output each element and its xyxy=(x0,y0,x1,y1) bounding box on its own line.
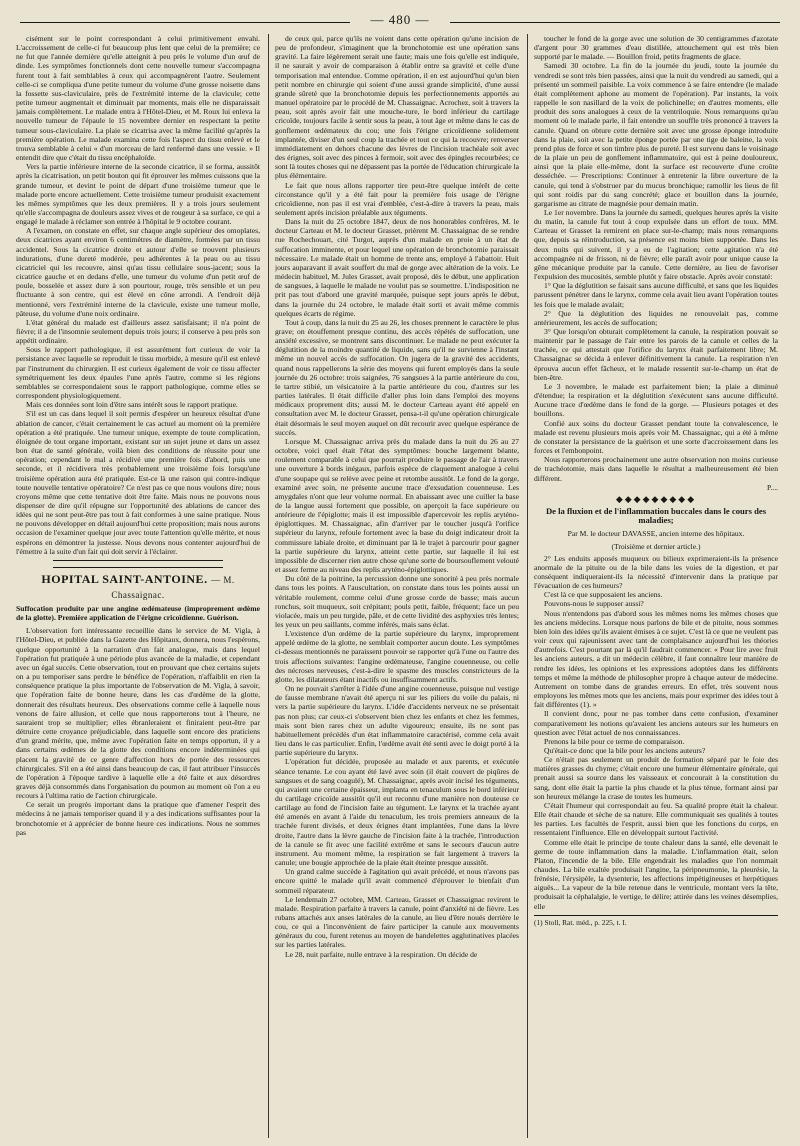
column-2-text xyxy=(275,34,519,959)
article-title: De la fluxion et de l'inflammation buccales dans le cours des maladies; xyxy=(545,505,767,526)
paragraph: L'existence d'un œdème de la partie supérieure du larynx, improprement appelé œdème de la glotte, ne semblait comporter aucun doute. Les symptômes ci-dessus mentionnés ne paraissent pouvoir se rapporter qu'à l'une ou l'autre des trois affections suivantes: l'angine œdémateuse, l'angine couenneuse, ou celle des nécroses nerveuses, c'est-à-dire le spasme des muscles constricteurs de la glotte, les dilatateurs étant inactifs ou insuffisamment actifs. xyxy=(275,629,519,684)
section-title-text: HOPITAL SAINT-ANTOINE. xyxy=(41,571,208,586)
page-header xyxy=(20,12,780,32)
column-3-text-2 xyxy=(534,554,778,911)
article-part: (Troisième et dernier article.) xyxy=(611,541,701,551)
header-rule-right xyxy=(450,22,780,23)
paragraph: L'opération fut décidée, proposée au malade et aux parents, et exécutée séance tenante. Le cou ayant été lavé avec soin (il était couvert de piqûres de sangsues et de sang coagulé), M. Chassaignac, après avoir incisé les téguments, qui avaient une certaine épaisseur, implanta en tenaculum sous le bord inférieur du cartilage cricoïde aussitôt qu'il eut reconnu d'une manière non douteuse ce cartilage au fond de l'incision faite au tégument. Le larynx et la trachée ayant été amenés en avant à l'aide du tenaculum, les trois premiers anneaux de la trachée furent divisés, et deux érignes étant implantées, l'une dans la lèvre droite, l'autre dans la lèvre gauche de l'incision faite à la trachée, l'introduction de la canule se fit avec une facilité extrême et sans le secours d'aucun autre instrument. Au moment même, la respiration se fait largement à travers la canule; une bougie approchée de la plaie était éteinte presque aussitôt. xyxy=(275,757,519,868)
paragraph: Mais ces données sont loin d'être sans intérêt sous le rapport pratique. xyxy=(26,400,238,410)
paragraph: Nous n'entendons pas d'abord sous les mêmes noms les mêmes choses que les anciens médecins. Lorsque nous parlons de bile et de pituite, nous sommes bien loin des idées qu'ils avaient émises à ce sujet. C'est là ce que ne veulent pas voir ceux qui rajeunissent avec tant de complaisance aujourd'hui les théories d'autrefois. C'est pourtant par là qu'il faudrait commencer. « Pour lire avec fruit les anciens auteurs, a dit un médecin célèbre, il faut connaître leur manière de rendre les idées, les opinions et les expressions adoptées dans les différents temps et même la méthode de philosopher propre à chaque auteur de médecine. Autrement on tombe dans de grandes erreurs. En effet, très souvent nous employons les mêmes mots que les anciens, mais pour exprimer des idées tout à fait différentes (1). » xyxy=(534,608,778,710)
column-1 xyxy=(16,34,260,1138)
paragraph: S'il est un cas dans lequel il soit permis d'espérer un heureux résultat d'une ablation de cancer, c'était certainement le cas actuel au moment où la première opération a été pratiquée. Une tumeur unique, exempte de toute complication, éloignée de tout organe important, existant sur un sujet jeune et dans un assez bon état de santé générale, voilà bien des conditions de réussite pour une opération; cependant le mal a récidivé une première fois d'abord, puis une seconde, et il récidivera très probablement une troisième fois lorsqu'une troisième opération aura été pratiquée. Est-ce là une raison qui contre-indique toute nouvelle tentative opératoire? Ce n'est pas ce que nous voulons dire; nous croyons même que cette tentative doit être faite. Mais nous ne pouvons nous dispenser de dire qu'il répugne sur l'opportunité des ablations de cancer des idées qui ne sont peut-être pas tout à fait conformes à une saine pratique. Nous ne pouvons développer en détail aujourd'hui cette proposition; mais nous aurons occasion de l'examiner quelque jour avec toute l'attention qu'elle mérite, et nous espérons en démontrer la justesse. Nous devons nous contenter aujourd'hui de l'émettre à la suite d'un fait qui doit servir à l'éclairer. xyxy=(16,409,260,556)
section-ornament: ◆◆◆◆◆◆◆◆◆ xyxy=(615,493,697,504)
paragraph: Qu'était-ce donc que la bile pour les anciens auteurs? xyxy=(544,745,706,755)
signature: P.... xyxy=(767,482,778,492)
paragraph: Sous le rapport pathologique, il est assurément fort curieux de voir la persistance avec laquelle se reproduit le tissu morbide, à mesure qu'il est enlevé par l'instrument du chirurgien. Il est curieux également de voir ce tissu affecter symétriquement les deux épaules l'une après l'autre, comme si les régions semblables se correspondaient sous le rapport pathologique, comme elles se correspondent physiologiquement. xyxy=(16,345,260,401)
paragraph: On ne pouvait s'arrêter à l'idée d'une angine couenneuse, puisque nul vestige de fausse membrane n'avait été aperçu ni sur les piliers du voile du palais, ni vers la partie supérieure du larynx. L'idée d'accidents nerveux ne se présentait pas non plus; car ceux-ci s'observent bien chez les enfants et chez les femmes, mais sont bien rares chez un adulte vigoureux; ensuite, ils ne sont pas habituellement précédés d'un état inflammatoire caractérisé, comme cela avait lieu dans le cas particulier. Enfin, l'œdème avait été senti avec le doigt porté à la partie supérieure du larynx. xyxy=(275,684,519,758)
paragraph: Dans la nuit du 25 octobre 1847, deux de nos honorables confrères, M. le docteur Carteau et M. le docteur Grasset, prièrent M. Chassaignac de se rendre rue Rochechouart, cité Turgot, auprès d'un malade en proie à un état de suffocation imminente, et pour lequel une opération de bronchotomie paraissait nécessaire. Le malade était un homme de trente ans, employé à l'abattoir. Huit jours auparavant il avait souffert du mal de gorge avec altération de la voix. Le médecin habituel, M. Jules Grasset, avait proposé, dès le début, une application de sangsues, à laquelle le malade ne voulut pas se soumettre. L'indisposition ne prit pas tout d'abord une gravité marquée, puisque sept jours après le début, dans la journée du 24 octobre, le malade était sorti et avait même commis quelques écarts de régime. xyxy=(275,217,519,318)
column-divider xyxy=(268,34,269,1138)
paragraph: L'état général du malade est d'ailleurs assez satisfaisant; il n'a point de fièvre; il a de l'insomnie seulement depuis trois jours; il conserve à peu près son appétit ordinaire. xyxy=(16,317,260,346)
paragraph: toucher le fond de la gorge avec une solution de 30 centigrammes d'azotate d'argent pour 30 grammes d'eau distillée, attouchement qui est très bien supporté par le malade. — Bouillon froid, petits fragments de glace. xyxy=(534,34,778,62)
section-title xyxy=(16,572,260,602)
paragraph: Prenons la bile pour ce terme de comparaison. xyxy=(544,736,685,746)
column-1-text xyxy=(16,34,260,556)
column-divider xyxy=(527,34,528,1138)
paragraph: Ce n'était pas seulement un produit de formation séparé par le foie des matières grasses du chyme; c'était encore une humeur élémentaire générale, qui prenait aussi sa source dans les vaisseaux et concourait à la constitution du sang, dont elle était la partie la plus chaude et la plus ténue, formant ainsi par son heureux mélange la crase de toutes les humeurs. xyxy=(534,755,778,801)
header-rule-left xyxy=(20,22,350,23)
paragraph: Du côté de la poitrine, la percussion donne une sonorité à peu près normale dans tous les points. A l'auscultation, on constate dans tous les points aussi un véritable roulement, comme celui d'une grosse corde de basse; mais aucun ronchus, soit muqueux, soit crépitant; pouls petit, faible, fréquent; face un peu violacée, mais un peu turgide, pâle, et de cette lividité des asphyxies très lentes; les yeux un peu saillants, comme inférés, mais sans éclat. xyxy=(275,574,519,629)
paragraph: Nous rapporterons prochainement une autre observation non moins curieuse de trachéotomie, mais dans laquelle le résultat a malheureusement été bien différent. xyxy=(534,455,778,483)
column-3-text xyxy=(534,34,778,483)
paragraph: Le fait que nous allons rapporter tire peut-être quelque intérêt de cette circonstance qu'il y a été fait pour la première fois usage de l'érigne cricoïdienne, non pas il est vrai d'emblée, c'est-à-dire à travers la peau, mais seulement après incision préalable aux téguments. xyxy=(275,180,519,217)
paragraph: Vers la partie inférieure interne de la seconde cicatrice, il se forma, aussitôt après la cicatrisation, un petit bouton qui fit éprouver les mêmes cuissons que la grande tumeur, et devint le point de départ d'une troisième tumeur que le malade porte encore actuellement. Cette troisième tumeur produisit exactement les mêmes symptômes que les deux premières. Il y a trois jours seulement qu'elle s'accompagna de douleurs assez vives et de rougeur à sa surface, ce qui a engagé le malade à réclamer son entrée à l'hôpital le 9 octobre courant. xyxy=(16,162,260,227)
page-number: — 480 — xyxy=(370,12,430,27)
paragraph: de ceux qui, parce qu'ils ne voient dans cette opération qu'une incision de peu de profondeur, s'imaginent que la bronchotomie est une opération sans gravité. La faire légèrement serait une faute; mais une fois qu'elle est indiquée, il ne saurait y avoir de comparaison à établir entre sa gravité et celle d'une temporisation mal entendue. Comme opération, il en est aujourd'hui qu'un bien petit nombre en chirurgie qui soient d'une aussi grande simplicité, d'une aussi grande sûreté que la bronchotomie depuis les perfectionnements apportés au manuel opératoire par le procédé de M. Chassaignac. Acrochez, soit à travers la peau, soit après avoir fait une mouche-ture, le bord inférieur du cartilage cricoïde, toujours facile à sentir sous la peau, à tout âge et même dans le cas de gonflement œdémateux du cou; une fois l'érigne cricoïdienne solidement implantée, diviser d'un seul coup la trachée et tout ce qui la recouvre; renverser immédiatement en dehors chacune des lèvres de l'incision trachéale soit avec des érignes, soit avec des pinces à fermoir, soit avec des épingles recourbées; ce sont là toutes choses qui ne dépassent pas la portée de l'éducation chirurgicale la plus élémentaire. xyxy=(275,34,519,181)
paragraph: Ce serait un progrès important dans la pratique que d'amener l'esprit des médecins à ne jamais temporiser quand il y a des indications suffisantes pour la bronchotomie et à apprécier de bonne heure ces indications. Nous ne sommes pas xyxy=(16,800,260,837)
paragraph: 1° Que la déglutition se faisait sans aucune difficulté, et sans que les liquides parussent pénétrer dans le larynx, comme cela avait lieu avant l'opération toutes les fois que le malade avalait; xyxy=(534,281,778,309)
paragraph: 2° Les enduits apposés muqueux ou bilieux exprimeraient-ils la présence anormale de la pituite ou de la bile dans les voies de la digestion, et par conséquent indiqueraient-ils la nécessité d'intervenir dans la pratique par l'évacuation de ces humeurs? xyxy=(534,553,778,591)
footnote: (1) Stoll, Rat. méd., p. 225, t. I. xyxy=(534,915,778,927)
paragraph: Lorsque M. Chassaignac arriva près du malade dans la nuit du 26 au 27 octobre, voici quel était l'état des symptômes: bouche largement béante, roulement comparable à celui que pourrait produire le passage de l'air à travers une ouverture à bords inégaux, parfois espèce de claquement analogue à celui d'une soupape qui se relève avec peine et retombe aussitôt. Le fond de la gorge, examiné avec soin, ne présente aucune trace d'exsudation couenneuse. Les amygdales n'ont que leur volume normal. En abaissant avec une cuiller la base de la langue aussi fortement que possible, on aperçoit la face supérieure ou antérieure de l'épiglotte; mais il est impossible d'apercevoir les replis aryténo-épiglottiques. M. Chassaignac, afin d'arriver par le toucher jusqu'à l'orifice supérieur du larynx, refoule fortement avec la base du doigt indicateur droit la commissure labiale droite, et diminuant par là le trajet à parcourir pour gagner la partie supérieure du larynx, atteint cette partie, sur laquelle il lui est impossible de discerner rien autre chose qu'une sorte de boursouflement velouté et assez ferme au niveau des replis aryténo-épiglottiques. xyxy=(275,436,519,575)
paragraph: C'était l'humeur qui correspondait au feu. Sa qualité propre était la chaleur. Elle était chaude et sèche de sa nature. Elle communiquait ses qualités à toutes les parties. Les facultés de l'esprit, aussi bien que les fonctions du corps, en ressentaient l'influence. Elle en développait surtout l'activité. xyxy=(534,800,778,838)
columns xyxy=(16,34,786,1138)
paragraph: Samedi 30 octobre. La fin de la journée du jeudi, toute la journée du vendredi se sont très bien passées, ainsi que la nuit du vendredi au samedi, qui a présenté un sommeil paisible. La voix commence à se faire entendre (le malade était complètement aphone au moment de l'opération). Par instants, la voix rappelle le son nasillard de la voix de polichinelle; en d'autres moments, elle produit des sons analogues à ceux de la ventriloquie. Nous remarquons qu'au moment où le malade parle, il fait entendre un souffle très prononcé à travers la canule. Quand on obture cette dernière soit avec une grosse éponge introduite dans la plaie, soit avec la petite éponge portée par une tige de baleine, la voix prend plus de force et son timbre plus de pureté. Il est survenu dans le voisinage de la plaie un peu de gonflement inflammatoire, qui est à peine douloureux, ainsi que la plaie elle-même, dont la surface est recouverte d'une croûte desséchée. — Prescriptions: Continuer à entretenir la libre ouverture de la canule, qui tend à s'obstruer par du mucus bronchique; ramollir les lieus de fil qui sont roidis par du sang concrété; glace et bouillon dans la journée, gargarisme au citrate de magnésie pour demain matin. xyxy=(534,61,778,208)
paragraph: Comme elle était le principe de toute chaleur dans la santé, elle devenait le germe de toute inflammation dans la maladie. L'inflammation était, selon Platon, l'incendie de la bile. Elle engendrait les maladies que l'on nommait chaudes. La bile exaltée produisait l'angine, la péripneumonie, la pleurésie, la frénésie, l'érysipèle, la dysenterie, les affections impétigineuses et herpétiques aiguës... La vapeur de la bile retenue dans le ventricule, montant vers la tête, produisait la céphalalgie, le vertige, le délire; attirée dans les veines désemplies, elle xyxy=(534,837,778,911)
paragraph: L'observation fort intéressante recueillie dans le service de M. Vigla, à l'Hôtel-Dieu, et publiée dans la Gazette des Hôpitaux, donnera, nous l'espérons, quelque opportunité à la narration d'un fait analogue, mais dans lequel l'opération fut pratiquée à une période plus avancée de la maladie, et cependant avec un égal succès. Cette observation, tout en prouvant que chez certains sujets on a pu temporiser sans perdre le bénéfice de l'opération, n'affaiblit en rien la conséquence pratique la plus importante de l'observation de M. Vigla, à savoir, que l'opération faite de bonne heure, dans les cas d'œdème de la glotte, donnerait des résultats heureux. Des observations comme celle à laquelle nous venons de faire allusion, et celle que nous rapporterons tout à l'heure, ne sauraient trop se multiplier; elles ébranleraient et finiraient peut-être par détruire cette croyance préjudiciable, dans laquelle sont encore des praticiens d'un grand mérite, que, même avec l'opération faite en temps opportun, il y a dans certains œdèmes de la glotte des conditions encore indéterminées qui placent la gravité de ce genre d'affection hors de portée des ressources chirurgicales. S'il en a été ainsi dans beaucoup de cas, il faut attribuer l'insuccès de l'opération à l'époque tardive à laquelle elle a été faite et aux désordres graves déjà consommés dans l'organisation du poumon au moment où l'on a eu recours à l'ultima ratio de l'action chirurgicale. xyxy=(16,626,260,801)
section-divider xyxy=(53,560,224,568)
section-author: — M. Chassaignac. xyxy=(111,574,235,600)
paragraph: Un grand calme succède à l'agitation qui avait précédé, et nous n'avons pas encore quitté le malade qu'il avait commencé d'éprouver le bienfait d'un sommeil réparateur. xyxy=(275,867,519,895)
paragraph: Pouvons-nous le supposer aussi? xyxy=(544,599,644,609)
paragraph: C'est là ce que supposaient les anciens. xyxy=(544,590,663,600)
paragraph: Le lendemain 27 octobre, MM. Carteau, Grasset et Chassaignac revirent le malade. Respiration parfaite à travers la canule, point d'anxiété ni de fièvre. Les rubans attachés aux anses latérales de la canule, au lieu d'être noués derrière le cou, ce qui a l'inconvénient de faire participer la canule aux mouvements généraux du cou, furent retenus au moyen de bandelettes agglutinatives placées sur les parties latérales. xyxy=(275,894,519,950)
column-3 xyxy=(534,34,778,1138)
paragraph: 3° Que lorsqu'on obturait complètement la canule, la respiration pouvait se maintenir par le passage de l'air entre les parois de la canule et celles de la trachée, ce qui attestait que l'orifice du larynx était parfaitement libre; M. Chassaignac se décida à enlever définitivement la canule. La respiration n'en éprouva aucun effet fâcheux, et le malade ressentit sur-le-champ un état de bien-être. xyxy=(534,327,778,382)
column-2 xyxy=(275,34,519,1138)
article-subtitle: Suffocation produite par une angine œdémateuse (improprement œdème de la glotte). Première application de l'érigne cricoïdienne. Guérison. xyxy=(16,603,260,623)
paragraph: Tout à coup, dans la nuit du 25 au 26, les choses prennent le caractère le plus grave; on étouffement presque continu, des accès répétés de suffocation, une anxiété excessive, se montrent sans discontinuer. Le malade ne peut exécuter la déglutition de la moindre quantité de liquide, sans qu'il ne survienne à l'instant même un nouvel accès de suffocation. On jugera de la gravité des accidents, quand nous rappellerons la série des moyens qui furent employés dans la seule journée du 26 octobre: trois saignées, 76 sangsues à la partie antérieure du cou, le tartre stibié, un vésicatoire à la partie antérieure du cou, d'autres sur les parties latérales. Il était difficile d'aller plus loin dans l'emploi des moyens médicaux proprement dits; aussi M. le docteur Carteau ayant été appelé en consultation avec M. le docteur Grasset, pensa-t-il qu'une opération chirurgicale était désormais le seul moyen auquel on dût recourir avec quelque espérance de succès. xyxy=(275,317,519,437)
column-1-text-2 xyxy=(16,626,260,837)
article-author: Par M. le docteur DAVASSE, ancien interne des hôpitaux. xyxy=(567,529,745,539)
paragraph: cisément sur le point correspondant à celui primitivement envahi. L'accroissement de celle-ci fut beaucoup plus lent que celui de la première; ce ne fut que l'année dernière qu'elle atteignit à peu près le volume d'un œuf de dinde. Les symptômes fonctionnels dont cette nouvelle tumeur s'accompagna furent tout à fait semblables à ceux qui accompagnèrent l'autre. Seulement celle-ci se compliqua d'une petite tumeur du volume d'une grosse noisette dans la fossette sus-claviculaire, près de l'extrémité interne de la clavicule; cette petite tumeur augmentait et diminuait par moments, mais elle ne disparaissait jamais complètement. Le malade entra à l'Hôtel-Dieu, et M. Roux lui enleva la nouvelle tumeur de l'épaule le 15 novembre dernier en respectant la petite tumeur sous-claviculaire. La plaie se cicatrisa avec la même facilité qu'après la première opération. Le malade examina cette fois l'aspect du tissu enlevé et le trouva semblable à celui « d'un morceau de lard renfermé dans une vessie. » Il entendit dire que c'était du tissu encéphaloïde. xyxy=(16,34,260,163)
paragraph: Le 3 novembre, le malade est parfaitement bien; la plaie a diminué d'étendue; la respiration et la déglutition s'exécutent sans aucune difficulté. Aucune trace d'œdème dans le fond de la gorge. — Plusieurs potages et des bouillons. xyxy=(534,381,778,419)
paragraph: Le 1er novembre. Dans la journée du samedi, quelques heures après la visite du matin, la canule fut tout à coup expulsée dans un effort de toux. MM. Carteau et Grasset la remirent en place sur-le-champ; mais nous remarquons que, depuis sa réintroduction, sa présence est moins bien supportée. Dans les deux nuits qui suivent, il y a eu de l'agitation; cette agitation n'a été accompagnée ni de frisson, ni de fièvre; elle paraît avoir pour unique cause la gêne mécanique produite par la canule. Cette dernière, au lieu de favoriser l'expulsion des mucosités, semble plutôt y faire obstacle. Après avoir constaté: xyxy=(534,207,778,282)
paragraph: 2° Que la déglutition des liquides ne renouvelait pas, comme antérieurement, les accès de suffocation; xyxy=(534,308,778,327)
paragraph: Confié aux soins du docteur Grasset pendant toute la convalescence, le malade est revenu plusieurs mois après voir M. Chassaignac, qui a été à même de constater la persistance de la guérison et une sorte d'accroissement dans les forces et l'embonpoint. xyxy=(534,418,778,456)
paragraph: Le 28, nuit parfaite, nulle entrave à la respiration. On décide de xyxy=(285,949,478,959)
paragraph: Il convient donc, pour ne pas tomber dans cette confusion, d'examiner comparativement les notions qu'avaient les anciens auteurs sur les humeurs en question avec l'état actuel de nos connaissances. xyxy=(534,709,778,737)
paragraph: A l'examen, on constate en effet, sur chaque angle supérieur des omoplates, deux cicatrices ayant environ 6 centimètres de diamètre, formées par un tissu accidentel. Sous la cicatrice droite et autour d'elle se trouvent plusieurs indurations, d'une dureté modérée, peu adhérentes à la peau ou au tissu cicatriciel qui les recouvre, ainsi qu'au tissu cellulaire sous-jacent; sous la cicatrice gauche et en dedans d'elle, une tumeur du volume d'un petit œuf de poule, bosselée et assez dure à son pourtour, rouge, très sensible et un peu fluctuante à son centre, qui est élevé en cône arrondi. A l'endroit déjà mentionné, vers l'extrémité interne de la clavicule, existe une tumeur molle, pâteuse, du volume d'une noix ordinaire. xyxy=(16,226,260,318)
